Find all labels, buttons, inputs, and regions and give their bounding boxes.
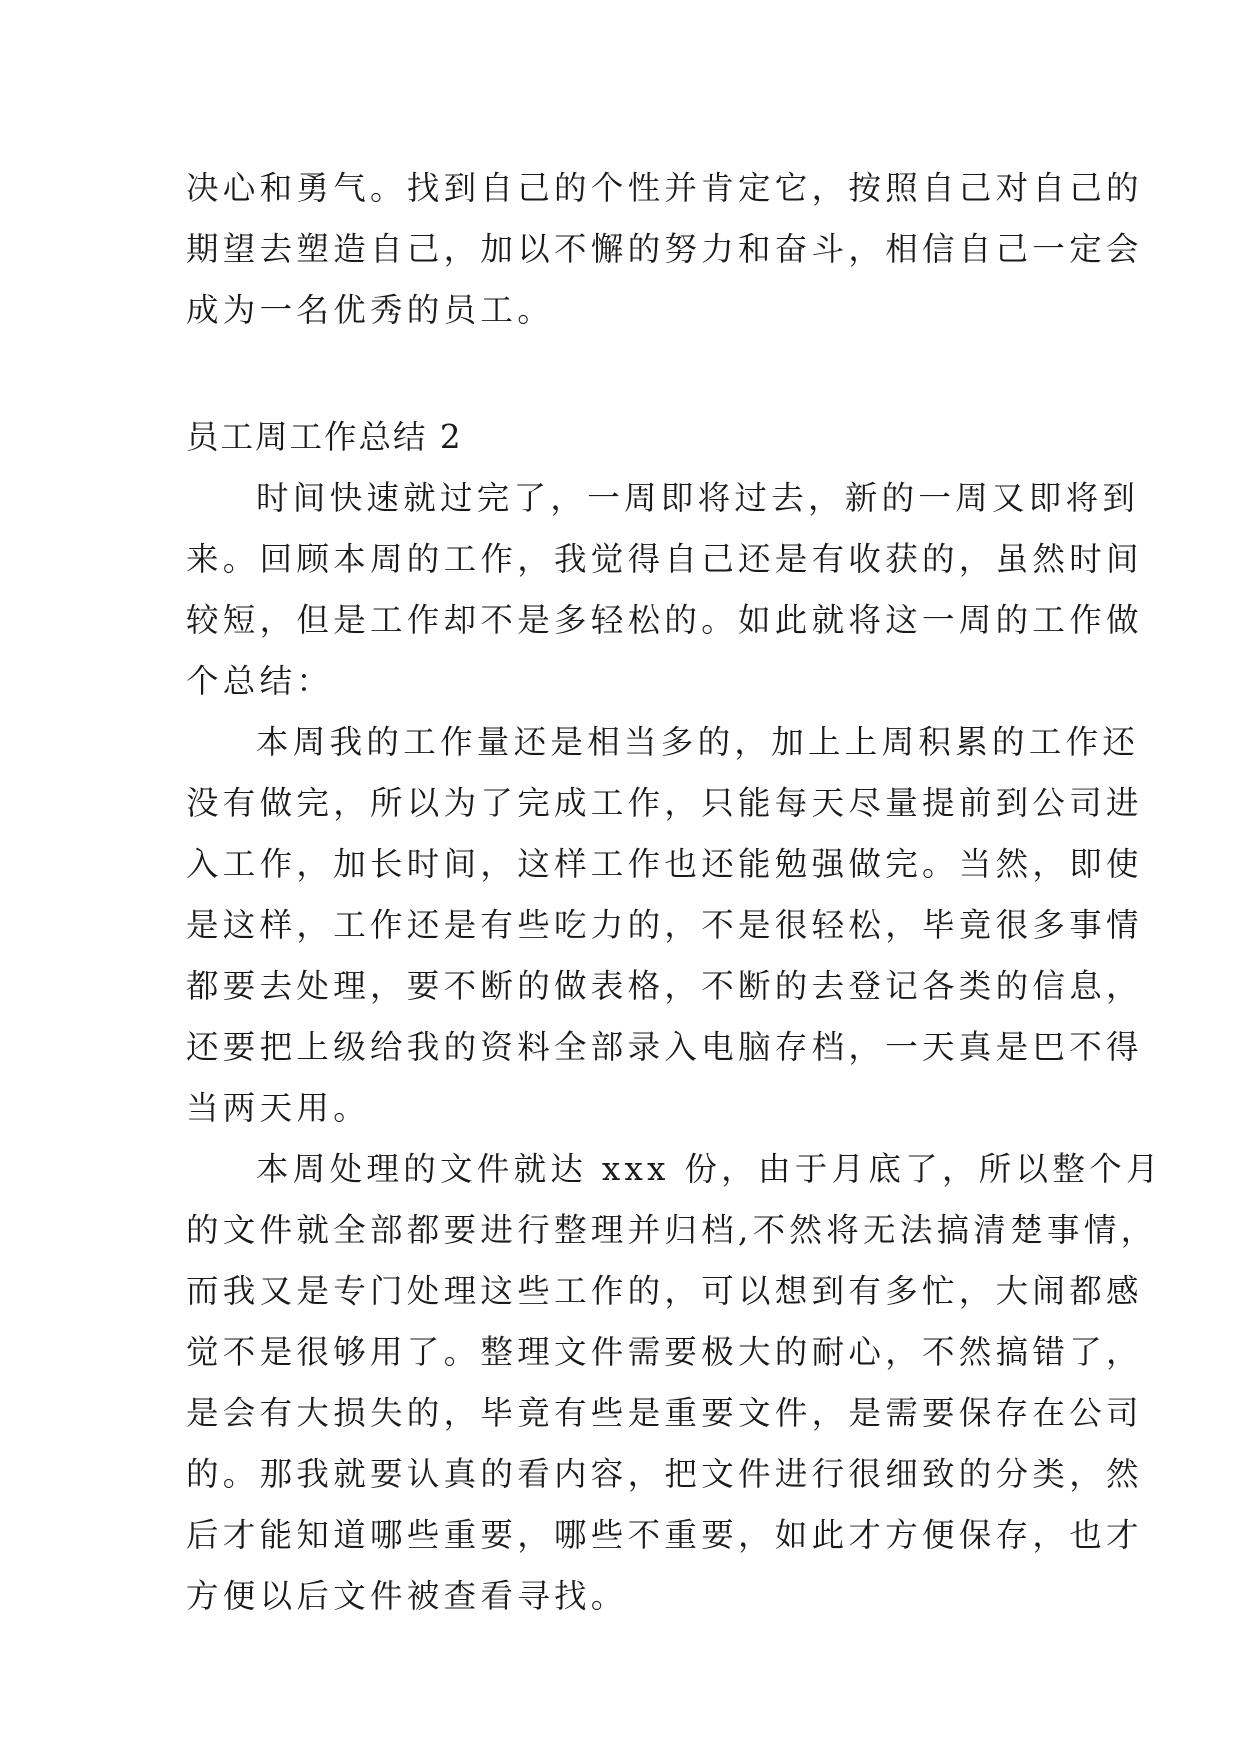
text-line: 入工作，加长时间，这样工作也还能勉强做完。当然，即使: [186, 845, 1143, 883]
paragraph-1: [186, 468, 1143, 712]
document-body: [186, 158, 1163, 1627]
text-line: 期望去塑造自己，加以不懈的努力和奋斗，相信自己一定会: [186, 230, 1143, 268]
text-line: 本周处理的文件就达 xxx 份，由于月底了，所以整个月: [256, 1150, 1163, 1188]
text-line: 当两天用。: [186, 1089, 371, 1127]
text-line: 是这样，工作还是有些吃力的，不是很轻松，毕竟很多事情: [186, 906, 1143, 944]
text-line: 个总结：: [186, 662, 334, 700]
text-line: 后才能知道哪些重要，哪些不重要，如此才方便保存，也才: [186, 1516, 1143, 1554]
paragraph-3: [186, 1139, 1163, 1627]
section-heading: 员工周工作总结 2: [186, 418, 463, 456]
text-line: 的。那我就要认真的看内容，把文件进行很细致的分类，然: [186, 1455, 1143, 1493]
text-line: 来。回顾本周的工作，我觉得自己还是有收获的，虽然时间: [186, 540, 1143, 578]
text-line: 成为一名优秀的员工。: [186, 291, 555, 329]
text-line: 还要把上级给我的资料全部录入电脑存档，一天真是巴不得: [186, 1028, 1143, 1066]
text-line: 决心和勇气。找到自己的个性并肯定它，按照自己对自己的: [186, 169, 1143, 207]
paragraph-2: [186, 712, 1143, 1139]
text-line: 觉不是很够用了。整理文件需要极大的耐心，不然搞错了，: [186, 1333, 1143, 1371]
text-line: 时间快速就过完了，一周即将过去，新的一周又即将到: [256, 479, 1140, 517]
text-line: 没有做完，所以为了完成工作，只能每天尽量提前到公司进: [186, 784, 1143, 822]
intro-paragraph: [186, 158, 1143, 341]
text-line: 本周我的工作量还是相当多的，加上上周积累的工作还: [256, 723, 1140, 761]
text-line: 都要去处理，要不断的做表格，不断的去登记各类的信息，: [186, 967, 1143, 1005]
text-line: 较短，但是工作却不是多轻松的。如此就将这一周的工作做: [186, 601, 1143, 639]
text-line: 方便以后文件被查看寻找。: [186, 1577, 628, 1615]
text-line: 的文件就全部都要进行整理并归档,不然将无法搞清楚事情，: [186, 1211, 1158, 1249]
text-line: 是会有大损失的，毕竟有些是重要文件，是需要保存在公司: [186, 1394, 1143, 1432]
text-line: 而我又是专门处理这些工作的，可以想到有多忙，大闹都感: [186, 1272, 1143, 1310]
